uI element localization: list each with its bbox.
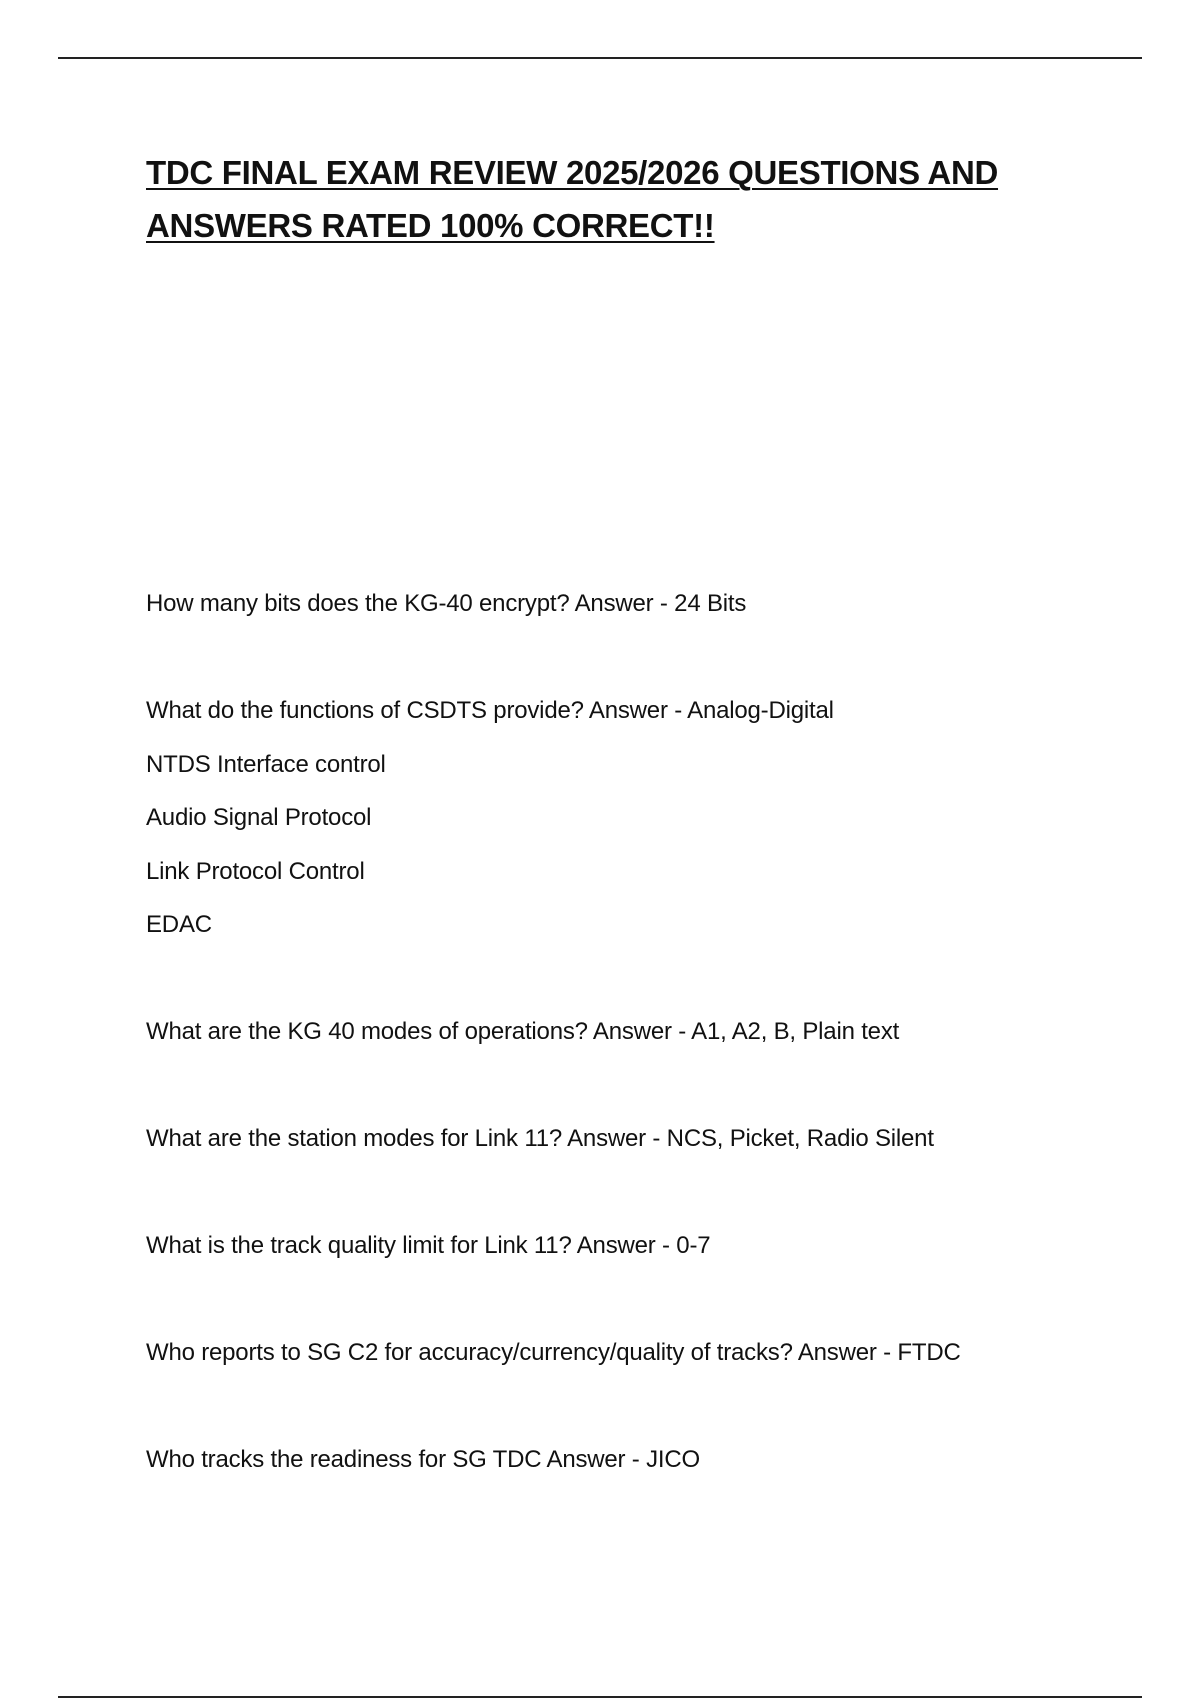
qa-item-kg40-modes: What are the KG 40 modes of operations? Answer - A1, A2, B, Plain text <box>146 1018 900 1045</box>
bottom-rule <box>58 1696 1142 1698</box>
qa-item-sg-c2-reports: Who reports to SG C2 for accuracy/currency/quality of tracks? Answer - FTDC <box>146 1339 961 1366</box>
qa-item-link11-station-modes: What are the station modes for Link 11? Answer - NCS, Picket, Radio Silent <box>146 1125 934 1152</box>
answer-line-edac: EDAC <box>146 911 212 938</box>
document-title <box>146 146 1086 252</box>
qa-item-track-quality: What is the track quality limit for Link 11? Answer - 0-7 <box>146 1232 711 1259</box>
title-line-2: ANSWERS RATED 100% CORRECT!! <box>146 207 715 244</box>
top-rule <box>58 57 1142 59</box>
answer-line-audio: Audio Signal Protocol <box>146 804 372 831</box>
qa-item-sg-tdc-readiness: Who tracks the readiness for SG TDC Answer - JICO <box>146 1446 700 1473</box>
answer-line-ntds: NTDS Interface control <box>146 751 386 778</box>
title-line-1: TDC FINAL EXAM REVIEW 2025/2026 QUESTIONS AND <box>146 154 999 191</box>
answer-line-link-protocol: Link Protocol Control <box>146 858 365 885</box>
qa-item-kg40-bits: How many bits does the KG-40 encrypt? Answer - 24 Bits <box>146 590 747 617</box>
qa-item-csdts-functions: What do the functions of CSDTS provide? Answer - Analog-Digital <box>146 697 834 724</box>
